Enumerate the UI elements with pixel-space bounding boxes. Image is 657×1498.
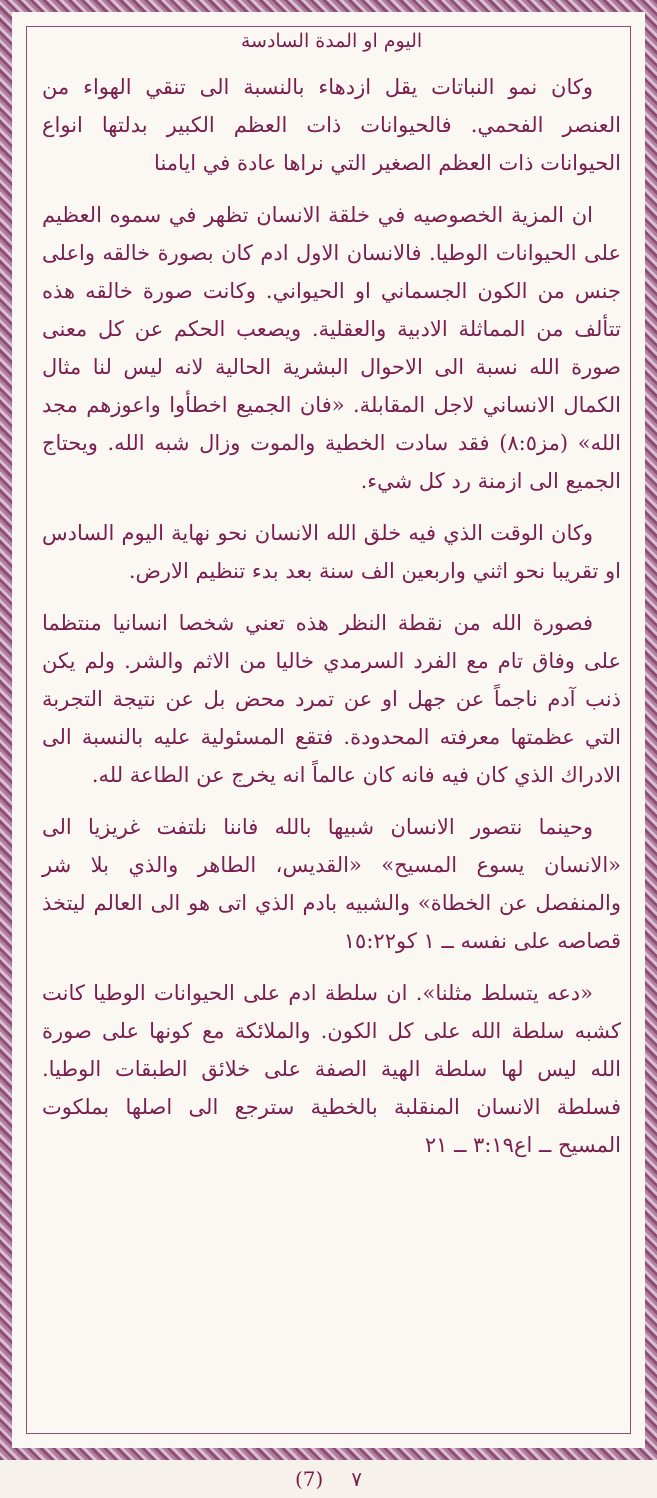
page-number-parenthesized: (7)	[294, 1467, 324, 1491]
paragraph-5: وحينما نتصور الانسان شبيها بالله فاننا نلتفت غريزيا الى «الانسان يسوع المسيح» «القديس، الطاهر والذي بلا شر والمنفصل عن الخطاة» والشبيه بادم الذي اتى هو الى العالم ليتخذ قصاصه على نفسه ــ ١ كو١٥:٢٢	[42, 815, 621, 953]
page-title: اليوم او المدة السادسة	[240, 30, 423, 52]
paragraph-4: فصورة الله من نقطة النظر هذه تعني شخصا انسانيا منتظما على وفاق تام مع الفرد السرمدي خاليا من الاثم والشر. ولم يكن ذنب آدم ناجماً عن جهل او عن تمرد محض بل عن نتيجة التجربة التي عظمتها معرفته المحدودة. فتقع المسئولية عليه بالنسبة الى الادراك الذي كان فيه فانه كان عالماً انه يخرج عن الطاعة لله.	[42, 611, 621, 787]
text-body	[42, 30, 621, 1178]
page-footer	[0, 1460, 657, 1498]
paragraph-3: وكان الوقت الذي فيه خلق الله الانسان نحو نهاية اليوم السادس او تقريبا نحو اثني واربعين الف سنة بعد بدء تنظيم الارض.	[42, 521, 621, 583]
page-number-arabic: ٧	[351, 1467, 363, 1491]
paragraph-6: «دعه يتسلط مثلنا». ان سلطة ادم على الحيوانات الوطيا كانت كشبه سلطة الله على كل الكون. والملائكة مع كونها على صورة الله ليس لها سلطة الهية الصفة على خلائق الطبقات الوطيا. فسلطة الانسان المنقلبة بالخطية سترجع الى اصلها بملكوت المسيح ــ اع٣:١٩ ــ ٢١	[42, 981, 621, 1157]
paragraph-2: ان المزية الخصوصيه في خلقة الانسان تظهر في سموه العظيم على الحيوانات الوطيا. فالانسان الاول ادم كان بصورة خالقه واعلى جنس من الكون الجسماني او الحيواني. وكانت صورة خالقه هذه تتألف من المماثلة الادبية والعقلية. ويصعب الحكم عن كل معنى صورة الله نسبة الى الاحوال البشرية الحالية لانه ليس لنا مثال الكمال الانساني لاجل المقابلة. «فان الجميع اخطأوا واعوزهم مجد الله» (مز٨:٥) فقد سادت الخطية والموت وزال شبه الله. ويحتاج الجميع الى ازمنة رد كل شيء.	[42, 203, 622, 493]
paragraph-1: وكان نمو النباتات يقل ازدهاء بالنسبة الى تنقي الهواء من العنصر الفحمي. فالحيوانات ذات العظم الكبير بدلتها انواع الحيوانات ذات العظم الصغير التي نراها عادة في ايامنا	[42, 75, 621, 175]
